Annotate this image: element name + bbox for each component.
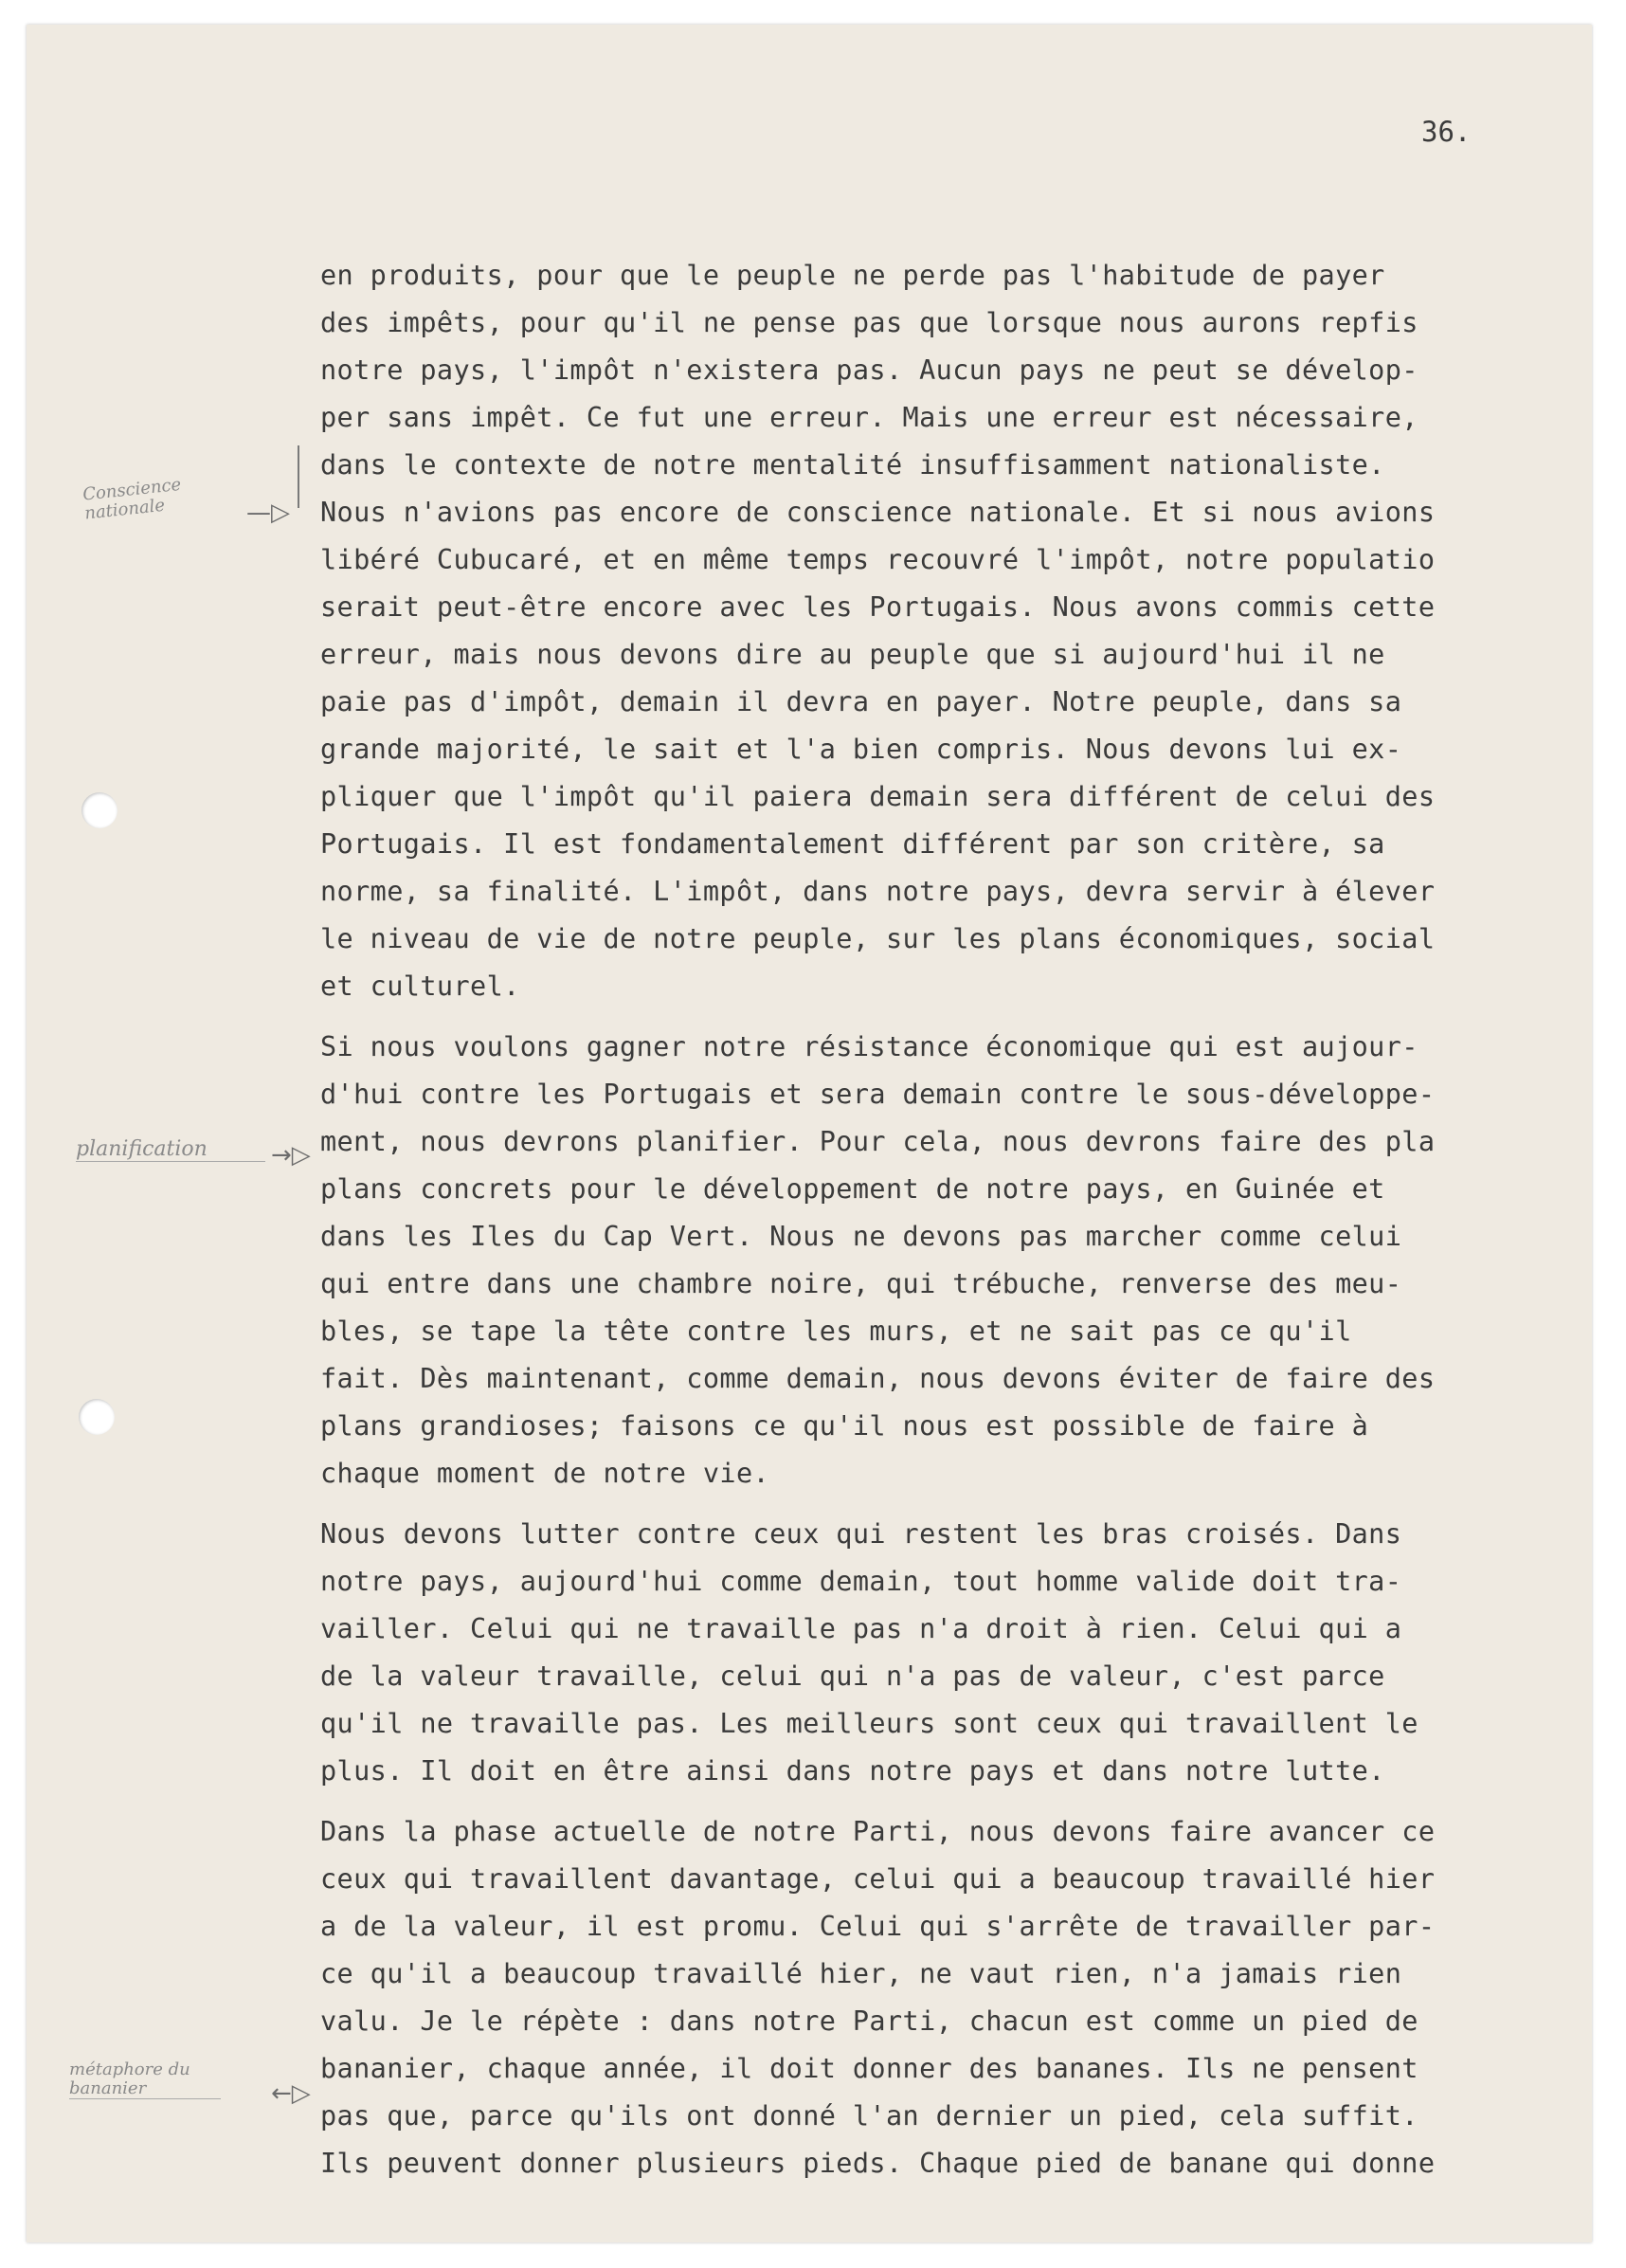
text-line: de la valeur travaille, celui qui n'a pas de valeur, c'est parce bbox=[320, 1660, 1385, 1692]
text-line: ment, nous devrons planifier. Pour cela, nous devrons faire des pla bbox=[320, 1126, 1436, 1157]
text-line: pliquer que l'impôt qu'il paiera demain sera différent de celui des bbox=[320, 781, 1436, 812]
text-line: plans concrets pour le développement de notre pays, en Guinée et bbox=[320, 1173, 1385, 1205]
text-line: Dans la phase actuelle de notre Parti, nous devons faire avancer ce bbox=[320, 1816, 1436, 1847]
text-line: valu. Je le répète : dans notre Parti, chacun est comme un pied de bbox=[320, 2005, 1418, 2037]
punch-hole-bottom bbox=[79, 1399, 115, 1435]
text-line: bananier, chaque année, il doit donner des bananes. Ils ne pensent bbox=[320, 2053, 1418, 2084]
margin-arrow-2: →▷ bbox=[271, 1141, 311, 1170]
text-line: notre pays, l'impôt n'existera pas. Aucun pays ne peut se dévelop- bbox=[320, 354, 1418, 386]
margin-mark-bar bbox=[298, 445, 299, 508]
text-line: grande majorité, le sait et l'a bien compris. Nous devons lui ex- bbox=[320, 734, 1402, 765]
text-line: bles, se tape la tête contre les murs, et ne sait pas ce qu'il bbox=[320, 1315, 1352, 1347]
text-line: Nous n'avions pas encore de conscience nationale. Et si nous avions bbox=[320, 497, 1436, 528]
document-page bbox=[27, 25, 1592, 2242]
text-line: ce qu'il a beaucoup travaillé hier, ne vaut rien, n'a jamais rien bbox=[320, 1958, 1402, 1989]
text-line: fait. Dès maintenant, comme demain, nous devons éviter de faire des bbox=[320, 1363, 1436, 1394]
text-line: libéré Cubucaré, et en même temps recouvré l'impôt, notre populatio bbox=[320, 544, 1436, 575]
paragraph-3 bbox=[320, 1511, 1585, 1795]
margin-note-bananier: métaphore du bananier bbox=[69, 2060, 221, 2099]
text-line: d'hui contre les Portugais et sera demain contre le sous-développe- bbox=[320, 1079, 1436, 1110]
text-line: norme, sa finalité. L'impôt, dans notre pays, devra servir à élever bbox=[320, 876, 1436, 907]
text-line: dans le contexte de notre mentalité insuffisamment nationaliste. bbox=[320, 449, 1385, 481]
text-line: des impêts, pour qu'il ne pense pas que lorsque nous aurons repfis bbox=[320, 307, 1418, 338]
text-line: ceux qui travaillent davantage, celui qui a beaucoup travaillé hier bbox=[320, 1863, 1436, 1895]
text-line: Nous devons lutter contre ceux qui restent les bras croisés. Dans bbox=[320, 1518, 1402, 1550]
text-line: et culturel. bbox=[320, 971, 520, 1002]
text-line: per sans impêt. Ce fut une erreur. Mais une erreur est nécessaire, bbox=[320, 402, 1418, 433]
paragraph-4 bbox=[320, 1808, 1585, 2187]
text-line: qu'il ne travaille pas. Les meilleurs sont ceux qui travaillent le bbox=[320, 1708, 1418, 1739]
text-line: notre pays, aujourd'hui comme demain, tout homme valide doit tra- bbox=[320, 1566, 1402, 1597]
margin-arrow-3: ←▷ bbox=[271, 2079, 311, 2108]
text-line: paie pas d'impôt, demain il devra en payer. Notre peuple, dans sa bbox=[320, 686, 1402, 717]
page-number: 36. bbox=[1421, 116, 1472, 148]
text-line: vailler. Celui qui ne travaille pas n'a droit à rien. Celui qui a bbox=[320, 1613, 1402, 1644]
text-line: dans les Iles du Cap Vert. Nous ne devons pas marcher comme celui bbox=[320, 1221, 1402, 1252]
margin-arrow-1: —▷ bbox=[246, 499, 290, 527]
body-text bbox=[320, 252, 1585, 2201]
paragraph-2 bbox=[320, 1024, 1585, 1497]
text-line: plans grandioses; faisons ce qu'il nous est possible de faire à bbox=[320, 1410, 1369, 1442]
text-line: le niveau de vie de notre peuple, sur les plans économiques, social bbox=[320, 923, 1436, 954]
text-line: Si nous voulons gagner notre résistance économique qui est aujour- bbox=[320, 1031, 1418, 1062]
margin-note-planification: planification bbox=[76, 1138, 265, 1162]
paragraph-1 bbox=[320, 252, 1585, 1010]
text-line: erreur, mais nous devons dire au peuple que si aujourd'hui il ne bbox=[320, 639, 1385, 670]
text-line: Ils peuvent donner plusieurs pieds. Chaque pied de banane qui donne bbox=[320, 2148, 1436, 2179]
punch-hole-top bbox=[81, 792, 117, 828]
margin-note-conscience: Conscience nationale bbox=[81, 474, 183, 524]
text-line: Portugais. Il est fondamentalement différent par son critère, sa bbox=[320, 828, 1385, 860]
text-line: serait peut-être encore avec les Portugais. Nous avons commis cette bbox=[320, 591, 1436, 623]
text-line: qui entre dans une chambre noire, qui trébuche, renverse des meu- bbox=[320, 1268, 1402, 1299]
text-line: plus. Il doit en être ainsi dans notre pays et dans notre lutte. bbox=[320, 1755, 1385, 1787]
text-line: en produits, pour que le peuple ne perde pas l'habitude de payer bbox=[320, 260, 1385, 291]
text-line: pas que, parce qu'ils ont donné l'an dernier un pied, cela suffit. bbox=[320, 2100, 1418, 2132]
text-line: chaque moment de notre vie. bbox=[320, 1458, 770, 1489]
text-line: a de la valeur, il est promu. Celui qui s'arrête de travailler par- bbox=[320, 1911, 1436, 1942]
